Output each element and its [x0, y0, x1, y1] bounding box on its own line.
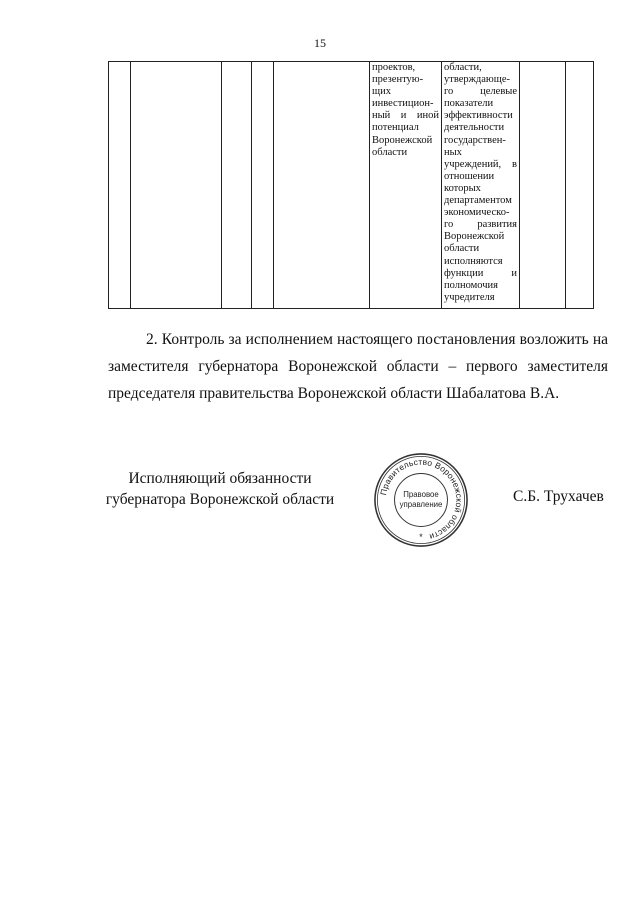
- paragraph-line: председателя правительства Воронежской области Шабалатова В.А.: [108, 385, 560, 402]
- cell-line: экономическо-: [444, 207, 510, 219]
- cell-line: которых: [444, 182, 481, 194]
- cell-line: го развития: [444, 219, 517, 231]
- paragraph-line: 2. Контроль за исполнением настоящего постановления возложить на: [146, 331, 608, 348]
- cell-line: Воронежской: [444, 231, 505, 243]
- cell-line: ных: [444, 146, 462, 158]
- cell-line: инвестицион-: [372, 98, 434, 110]
- cell-line: деятельности: [444, 122, 505, 134]
- table-cell: [131, 62, 222, 309]
- cell-line: показатели: [444, 98, 494, 110]
- position-line: Исполняющий обязанности: [128, 470, 312, 487]
- cell-line: государствен-: [444, 134, 506, 146]
- position-line: губернатора Воронежской области: [105, 491, 335, 508]
- cell-line: потенциал: [372, 122, 419, 134]
- cell-line: полномочия: [444, 279, 498, 291]
- cell-line: презентую-: [372, 74, 424, 86]
- cell-line: утверждающе-: [444, 74, 510, 86]
- table-cell-projects: [370, 62, 442, 309]
- stamp-ring-text: Правительство Воронежской области: [378, 456, 465, 543]
- page-number: 15: [314, 36, 326, 50]
- signatory-position: [105, 468, 335, 510]
- cell-line: учредителя: [444, 291, 495, 303]
- paragraph-line: заместителя губернатора Воронежской области – первого заместителя: [108, 358, 608, 375]
- table-row: [109, 62, 594, 309]
- stamp-center-line: Правовое: [403, 490, 439, 500]
- signatory-name: С.Б. Трухачев: [513, 488, 604, 505]
- cell-line: го целевые: [444, 86, 517, 98]
- cell-line: департаментом: [444, 195, 512, 207]
- cell-line: щих: [372, 86, 391, 98]
- table-cell: [274, 62, 370, 309]
- table-cell: [252, 62, 274, 309]
- cell-line: области: [444, 243, 480, 255]
- table-cell: [109, 62, 131, 309]
- cell-line: учреждений, в: [444, 158, 517, 170]
- cell-line: функции и: [444, 267, 517, 279]
- cell-line: проектов,: [372, 62, 416, 73]
- table-cell: [222, 62, 252, 309]
- table-cell: [566, 62, 594, 309]
- cell-line: области,: [444, 62, 482, 73]
- cell-line: области: [372, 146, 408, 158]
- stamp-center-line: управление: [399, 499, 443, 509]
- cell-line: отношении: [444, 170, 495, 182]
- stamp-star-icon: *: [419, 532, 423, 543]
- table-cell-indicators: [442, 62, 520, 309]
- cell-line: эффективности: [444, 110, 513, 122]
- official-stamp: [372, 451, 470, 549]
- cell-line: исполняются: [444, 255, 503, 267]
- table-cell: [520, 62, 566, 309]
- cell-line: Воронежской: [372, 134, 433, 146]
- continuation-table: [108, 61, 594, 309]
- control-paragraph: [108, 326, 608, 407]
- cell-line: ный и иной: [372, 110, 439, 122]
